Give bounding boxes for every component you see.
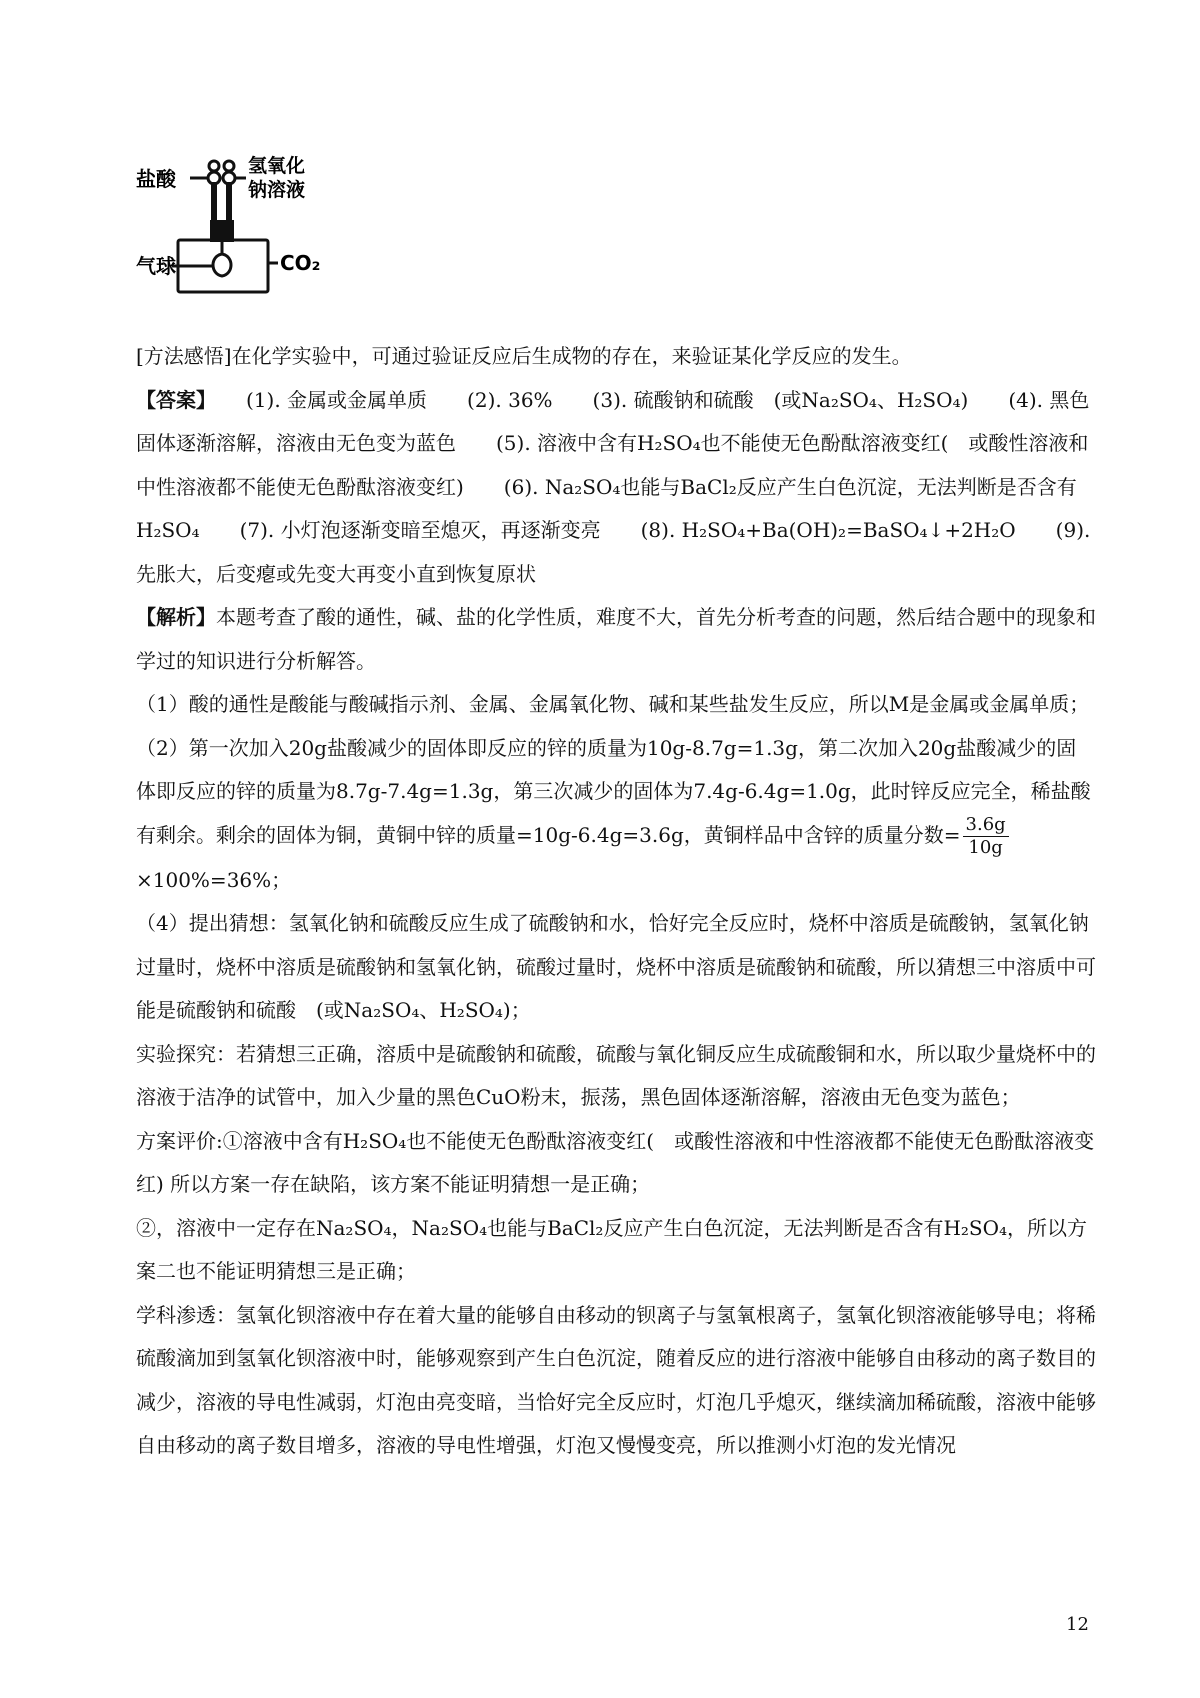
apparatus-figure: [136, 148, 322, 300]
scheme-evaluation: 方案评价:①溶液中含有H₂SO₄也不能使无色酚酞溶液变红( 或酸性溶液和中性溶液都不能使无色酚酞溶液变红) 所以方案一存在缺陷，该方案不能证明猜想一是正确；: [136, 1128, 1095, 1196]
analysis-item-2-text: （2）第一次加入20g盐酸减少的固体即反应的锌的质量为10g-8.7g=1.3g，第二次加入20g盐酸减少的固体即反应的锌的质量为8.7g-7.4g=1.3g，第三次减少的固体为7.4g-6.4g=1.0g，此时锌反应完全，稀盐酸有剩余。剩余的固体为铜，黄铜中锌的质量=10g-6.4g=3.6g，黄铜样品中含锌的质量分数=: [136, 735, 1091, 847]
analysis-text: 本题考查了酸的通性，碱、盐的化学性质，难度不大，首先分析考查的问题，然后结合题中的现象和学过的知识进行分析解答。: [136, 605, 1096, 673]
stopper: [210, 220, 234, 242]
analysis-item-2: [136, 727, 1096, 903]
label-acid: 盐酸: [136, 167, 176, 191]
analysis-paragraph: [136, 596, 1096, 683]
label-naoh-line2: 钠溶液: [248, 179, 306, 201]
document-body: [136, 335, 1096, 1468]
label-naoh-line1: 氢氧化: [248, 155, 306, 177]
balloon-shape: [213, 242, 231, 276]
answer-paragraph: [136, 379, 1096, 597]
fraction: [963, 814, 1009, 859]
fraction-denominator: 10g: [968, 836, 1003, 858]
dropper-right: [226, 182, 232, 222]
analysis-item-4: （4）提出猜想：氢氧化钠和硫酸反应生成了硫酸钠和水，恰好完全反应时，烧杯中溶质是硫酸钠，氢氧化钠过量时，烧杯中溶质是硫酸钠和氢氧化钠，硫酸过量时，烧杯中溶质是硫酸钠和硫酸，所以猜想三中溶质中可能是硫酸钠和硫酸 (或Na₂SO₄、H₂SO₄)；: [136, 911, 1096, 1022]
answer-text: (1). 金属或金属单质 (2). 36% (3). 硫酸钠和硫酸 (或Na₂SO₄、H₂SO₄) (4). 黑色固体逐渐溶解，溶液由无色变为蓝色 (5). 溶液中含有H₂SO₄也不能使无色酚酞溶液变红( 或酸性溶液和中性溶液都不能使无色酚酞溶液变红) (6). Na₂SO₄也能与BaCl₂反应产生白色沉淀，无法判断是否含有H₂SO₄ (7). 小灯泡逐渐变暗至熄灭，再逐渐变亮 (8). H₂SO₄+Ba(OH)₂=BaSO₄↓+2H₂O (9). 先胀大，后变瘪或先变大再变小直到恢复原状: [136, 387, 1091, 586]
dropper-left: [211, 182, 217, 222]
analysis-item-2-tail: ×100%=36%；: [136, 867, 292, 892]
scheme-evaluation-2: ②，溶液中一定存在Na₂SO₄，Na₂SO₄也能与BaCl₂反应产生白色沉淀，无法判断是否含有H₂SO₄，所以方案二也不能证明猜想三是正确；: [136, 1215, 1088, 1283]
apparatus-diagram: [136, 148, 322, 300]
fraction-numerator: 3.6g: [963, 814, 1009, 837]
page-number: 12: [1066, 1614, 1089, 1635]
label-balloon: 气球: [136, 254, 176, 278]
analysis-heading: 【解析】: [136, 605, 216, 629]
analysis-item-1: （1）酸的通性是酸能与酸碱指示剂、金属、金属氧化物、碱和某些盐发生反应，所以M是金属或金属单质；: [136, 692, 1090, 716]
experiment-explore: 实验探究：若猜想三正确，溶质中是硫酸钠和硫酸，硫酸与氧化铜反应生成硫酸铜和水，所以取少量烧杯中的溶液于洁净的试管中，加入少量的黑色CuO粉末，振荡，黑色固体逐渐溶解，溶液由无色变为蓝色；: [136, 1041, 1096, 1109]
answer-heading: 【答案】: [136, 387, 206, 412]
label-co2: CO₂: [280, 251, 321, 275]
discipline-penetration: 学科渗透：氢氧化钡溶液中存在着大量的能够自由移动的钡离子与氢氧根离子，氢氧化钡溶液能够导电；将稀硫酸滴加到氢氧化钡溶液中时，能够观察到产生白色沉淀，随着反应的进行溶液中能够自由移动的离子数目的减少，溶液的导电性减弱，灯泡由亮变暗，当恰好完全反应时，灯泡几乎熄灭，继续滴加稀硫酸，溶液中能够自由移动的离子数目增多，溶液的导电性增强，灯泡又慢慢变亮，所以推测小灯泡的发光情况: [136, 1302, 1096, 1457]
method-insight: [方法感悟]在化学实验中，可通过验证反应后生成物的存在，来验证某化学反应的发生。: [136, 344, 912, 368]
